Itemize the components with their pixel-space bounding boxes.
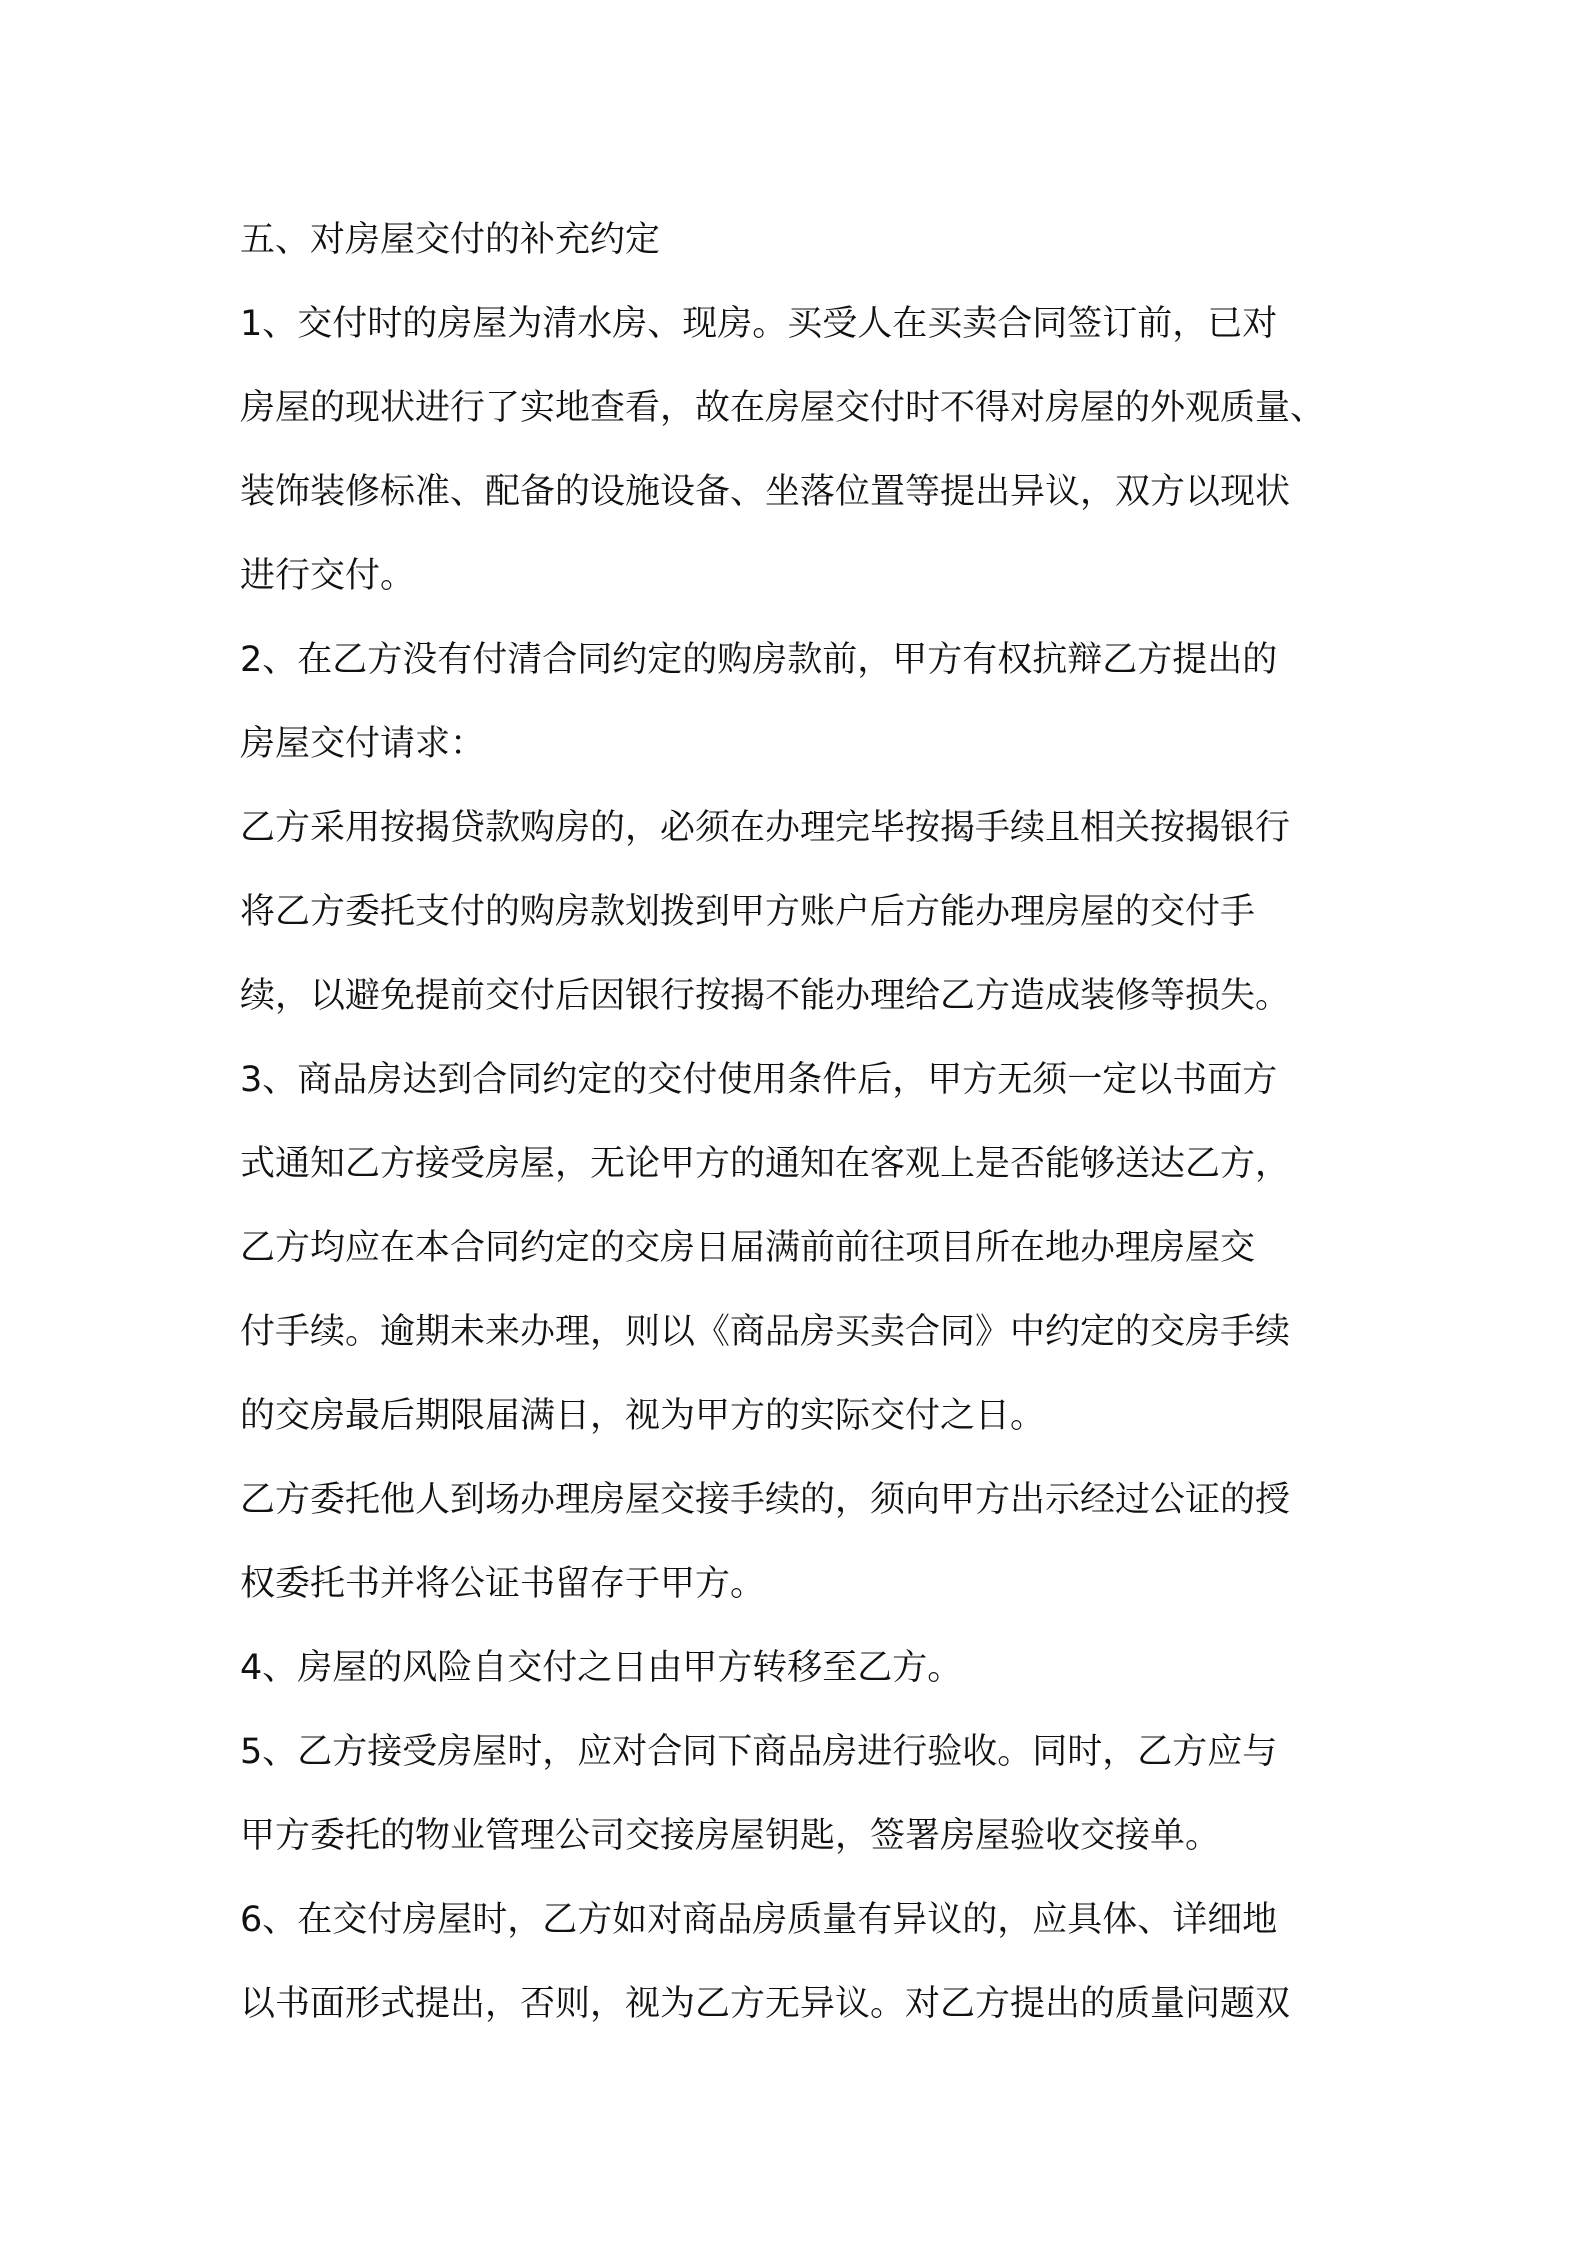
text-line: 的交房最后期限届满日，视为甲方的实际交付之日。 — [240, 1396, 1046, 1436]
text-line: 付手续。逾期未来办理，则以《商品房买卖合同》中约定的交房手续 — [240, 1312, 1291, 1352]
text-line: 乙方均应在本合同约定的交房日届满前前往项目所在地办理房屋交 — [240, 1228, 1256, 1268]
text-line: 乙方采用按揭贷款购房的，必须在办理完毕按揭手续且相关按揭银行 — [240, 808, 1291, 848]
text-line: 房屋交付请求： — [240, 724, 486, 764]
text-line: 4、房屋的风险自交付之日由甲方转移至乙方。 — [240, 1648, 963, 1688]
section-heading: 五、对房屋交付的补充约定 — [240, 220, 661, 260]
text-line: 进行交付。 — [240, 556, 416, 596]
text-line: 式通知乙方接受房屋，无论甲方的通知在客观上是否能够送达乙方， — [240, 1144, 1291, 1184]
text-line: 5、乙方接受房屋时，应对合同下商品房进行验收。同时，乙方应与 — [240, 1732, 1278, 1772]
text-line: 将乙方委托支付的购房款划拨到甲方账户后方能办理房屋的交付手 — [240, 892, 1256, 932]
text-line: 房屋的现状进行了实地查看，故在房屋交付时不得对房屋的外观质量、 — [240, 388, 1326, 428]
document-body — [240, 198, 1360, 2046]
text-line: 权委托书并将公证书留存于甲方。 — [240, 1564, 766, 1604]
text-line: 以书面形式提出，否则，视为乙方无异议。对乙方提出的质量问题双 — [240, 1984, 1291, 2024]
text-line: 1、交付时的房屋为清水房、现房。买受人在买卖合同签订前，已对 — [240, 304, 1278, 344]
text-line: 6、在交付房屋时，乙方如对商品房质量有异议的，应具体、详细地 — [240, 1900, 1278, 1940]
text-line: 装饰装修标准、配备的设施设备、坐落位置等提出异议，双方以现状 — [240, 472, 1291, 512]
text-line: 3、商品房达到合同约定的交付使用条件后，甲方无须一定以书面方 — [240, 1060, 1278, 1100]
text-line: 2、在乙方没有付清合同约定的购房款前，甲方有权抗辩乙方提出的 — [240, 640, 1278, 680]
text-line: 甲方委托的物业管理公司交接房屋钥匙，签署房屋验收交接单。 — [240, 1816, 1221, 1856]
text-line: 续，以避免提前交付后因银行按揭不能办理给乙方造成装修等损失。 — [240, 976, 1291, 1016]
text-line: 乙方委托他人到场办理房屋交接手续的，须向甲方出示经过公证的授 — [240, 1480, 1291, 1520]
